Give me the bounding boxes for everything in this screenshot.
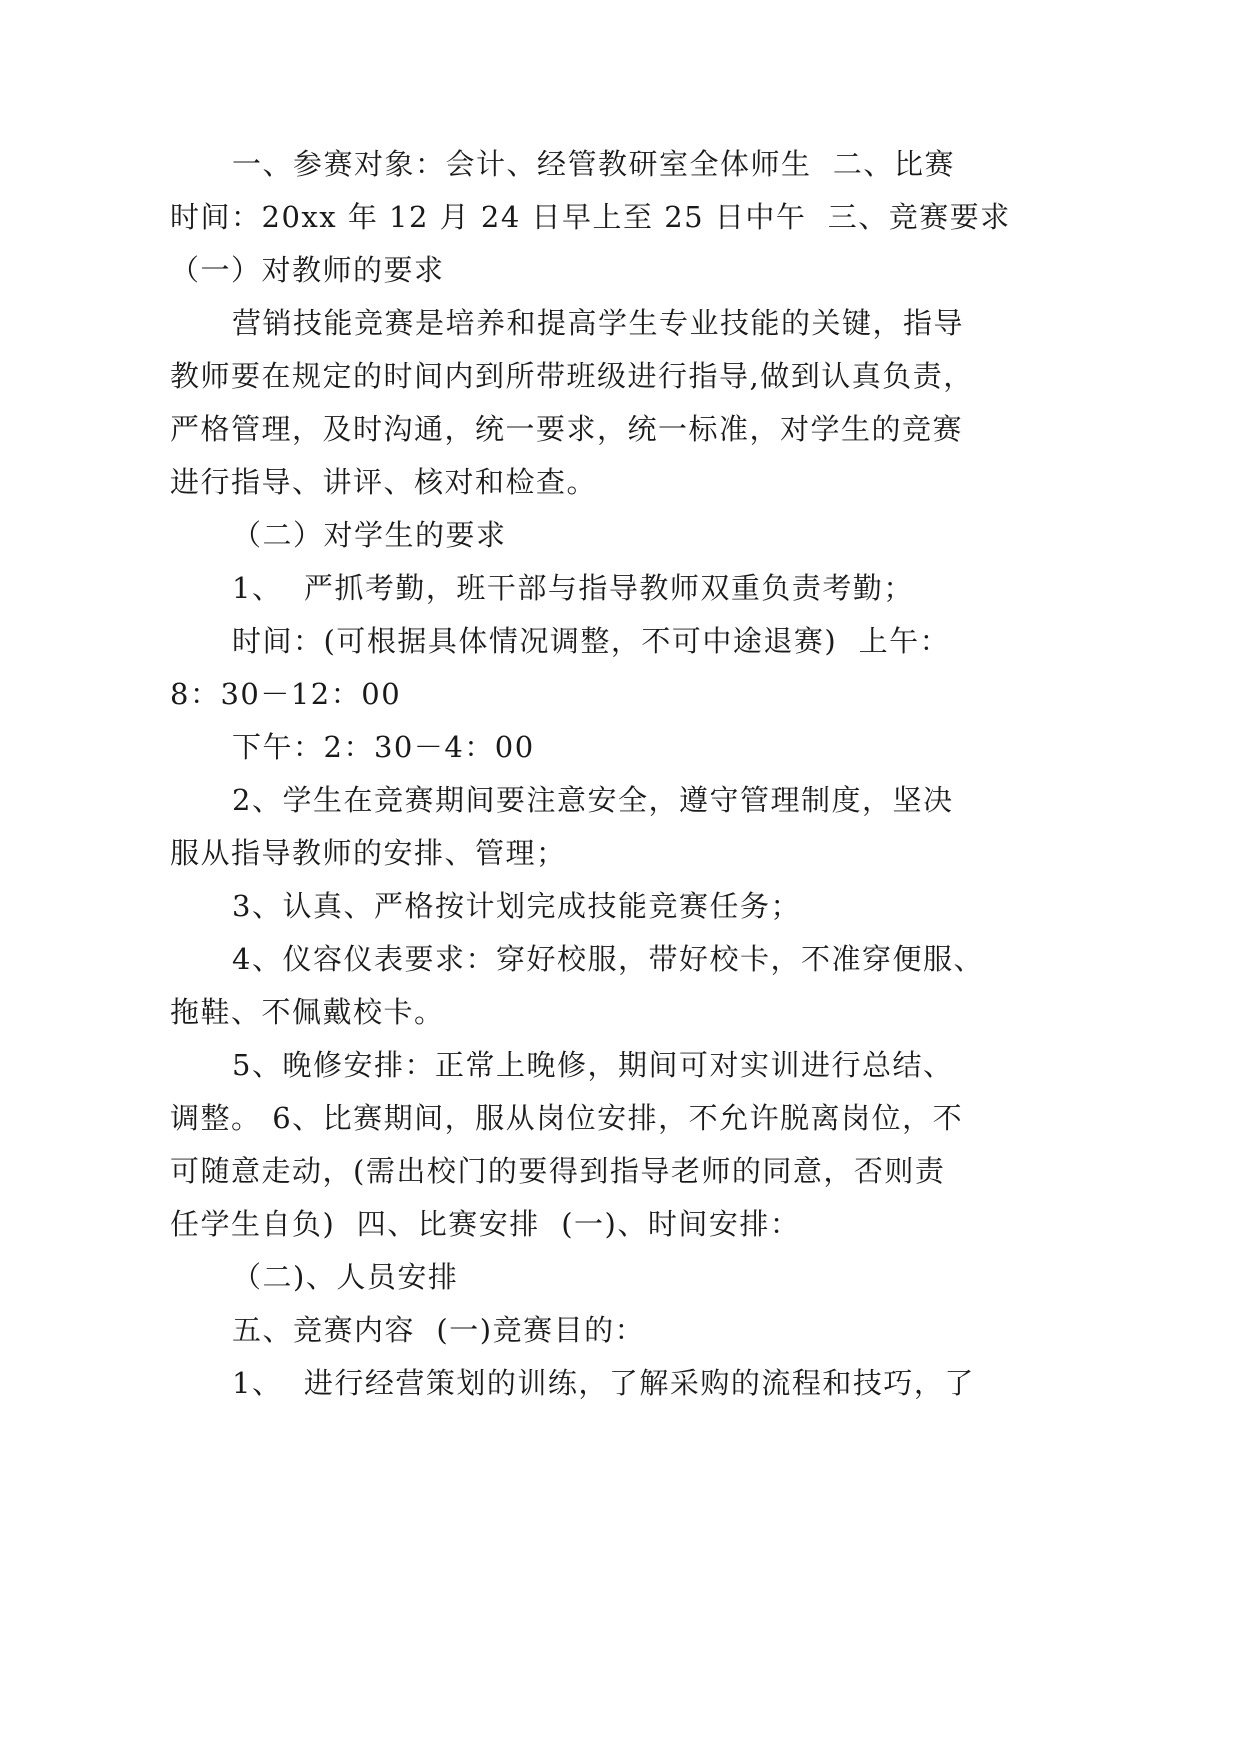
text-line-12: 下午：2：30－4：00 [232,730,535,764]
text-line-11: 8：30－12：00 [170,677,402,711]
text-line-17: 拖鞋、不佩戴校卡。 [170,995,445,1029]
text-line-19: 调整。 6、比赛期间，服从岗位安排，不允许脱离岗位，不 [170,1101,964,1135]
text-line-15: 3、认真、严格按计划完成技能竞赛任务； [232,889,801,923]
text-line-16: 4、仪容仪表要求：穿好校服，带好校卡，不准穿便服、 [232,942,984,976]
text-line-23: 五、竞赛内容 (一)竞赛目的： [232,1313,646,1347]
text-line-24: 1、 进行经营策划的训练，了解采购的流程和技巧，了 [232,1366,975,1400]
text-line-5: 教师要在规定的时间内到所带班级进行指导,做到认真负责， [170,359,974,393]
text-line-2: 时间：20xx 年 12 月 24 日早上至 25 日中午 三、竞赛要求 [170,200,1011,234]
text-line-6: 严格管理，及时沟通，统一要求，统一标准，对学生的竞赛 [170,412,964,446]
text-line-9: 1、 严抓考勤，班干部与指导教师双重负责考勤； [232,571,914,605]
text-line-10: 时间：(可根据具体情况调整，不可中途退赛) 上午： [232,624,951,658]
text-line-14: 服从指导教师的安排、管理； [170,836,567,870]
text-line-18: 5、晚修安排：正常上晚修，期间可对实训进行总结、 [232,1048,954,1082]
text-line-3: （一）对教师的要求 [170,253,445,287]
text-line-4: 营销技能竞赛是培养和提高学生专业技能的关键，指导 [232,306,965,340]
text-line-21: 任学生自负) 四、比赛安排 (一)、时间安排： [170,1207,801,1241]
text-line-20: 可随意走动，(需出校门的要得到指导老师的同意，否则责 [170,1154,946,1188]
text-line-22: （二)、人员安排 [232,1260,459,1294]
text-line-8: （二）对学生的要求 [232,518,507,552]
text-line-13: 2、学生在竞赛期间要注意安全，遵守管理制度，坚决 [232,783,954,817]
text-line-7: 进行指导、讲评、核对和检查。 [170,465,598,499]
text-line-1: 一、参赛对象：会计、经管教研室全体师生 二、比赛 [232,147,955,181]
